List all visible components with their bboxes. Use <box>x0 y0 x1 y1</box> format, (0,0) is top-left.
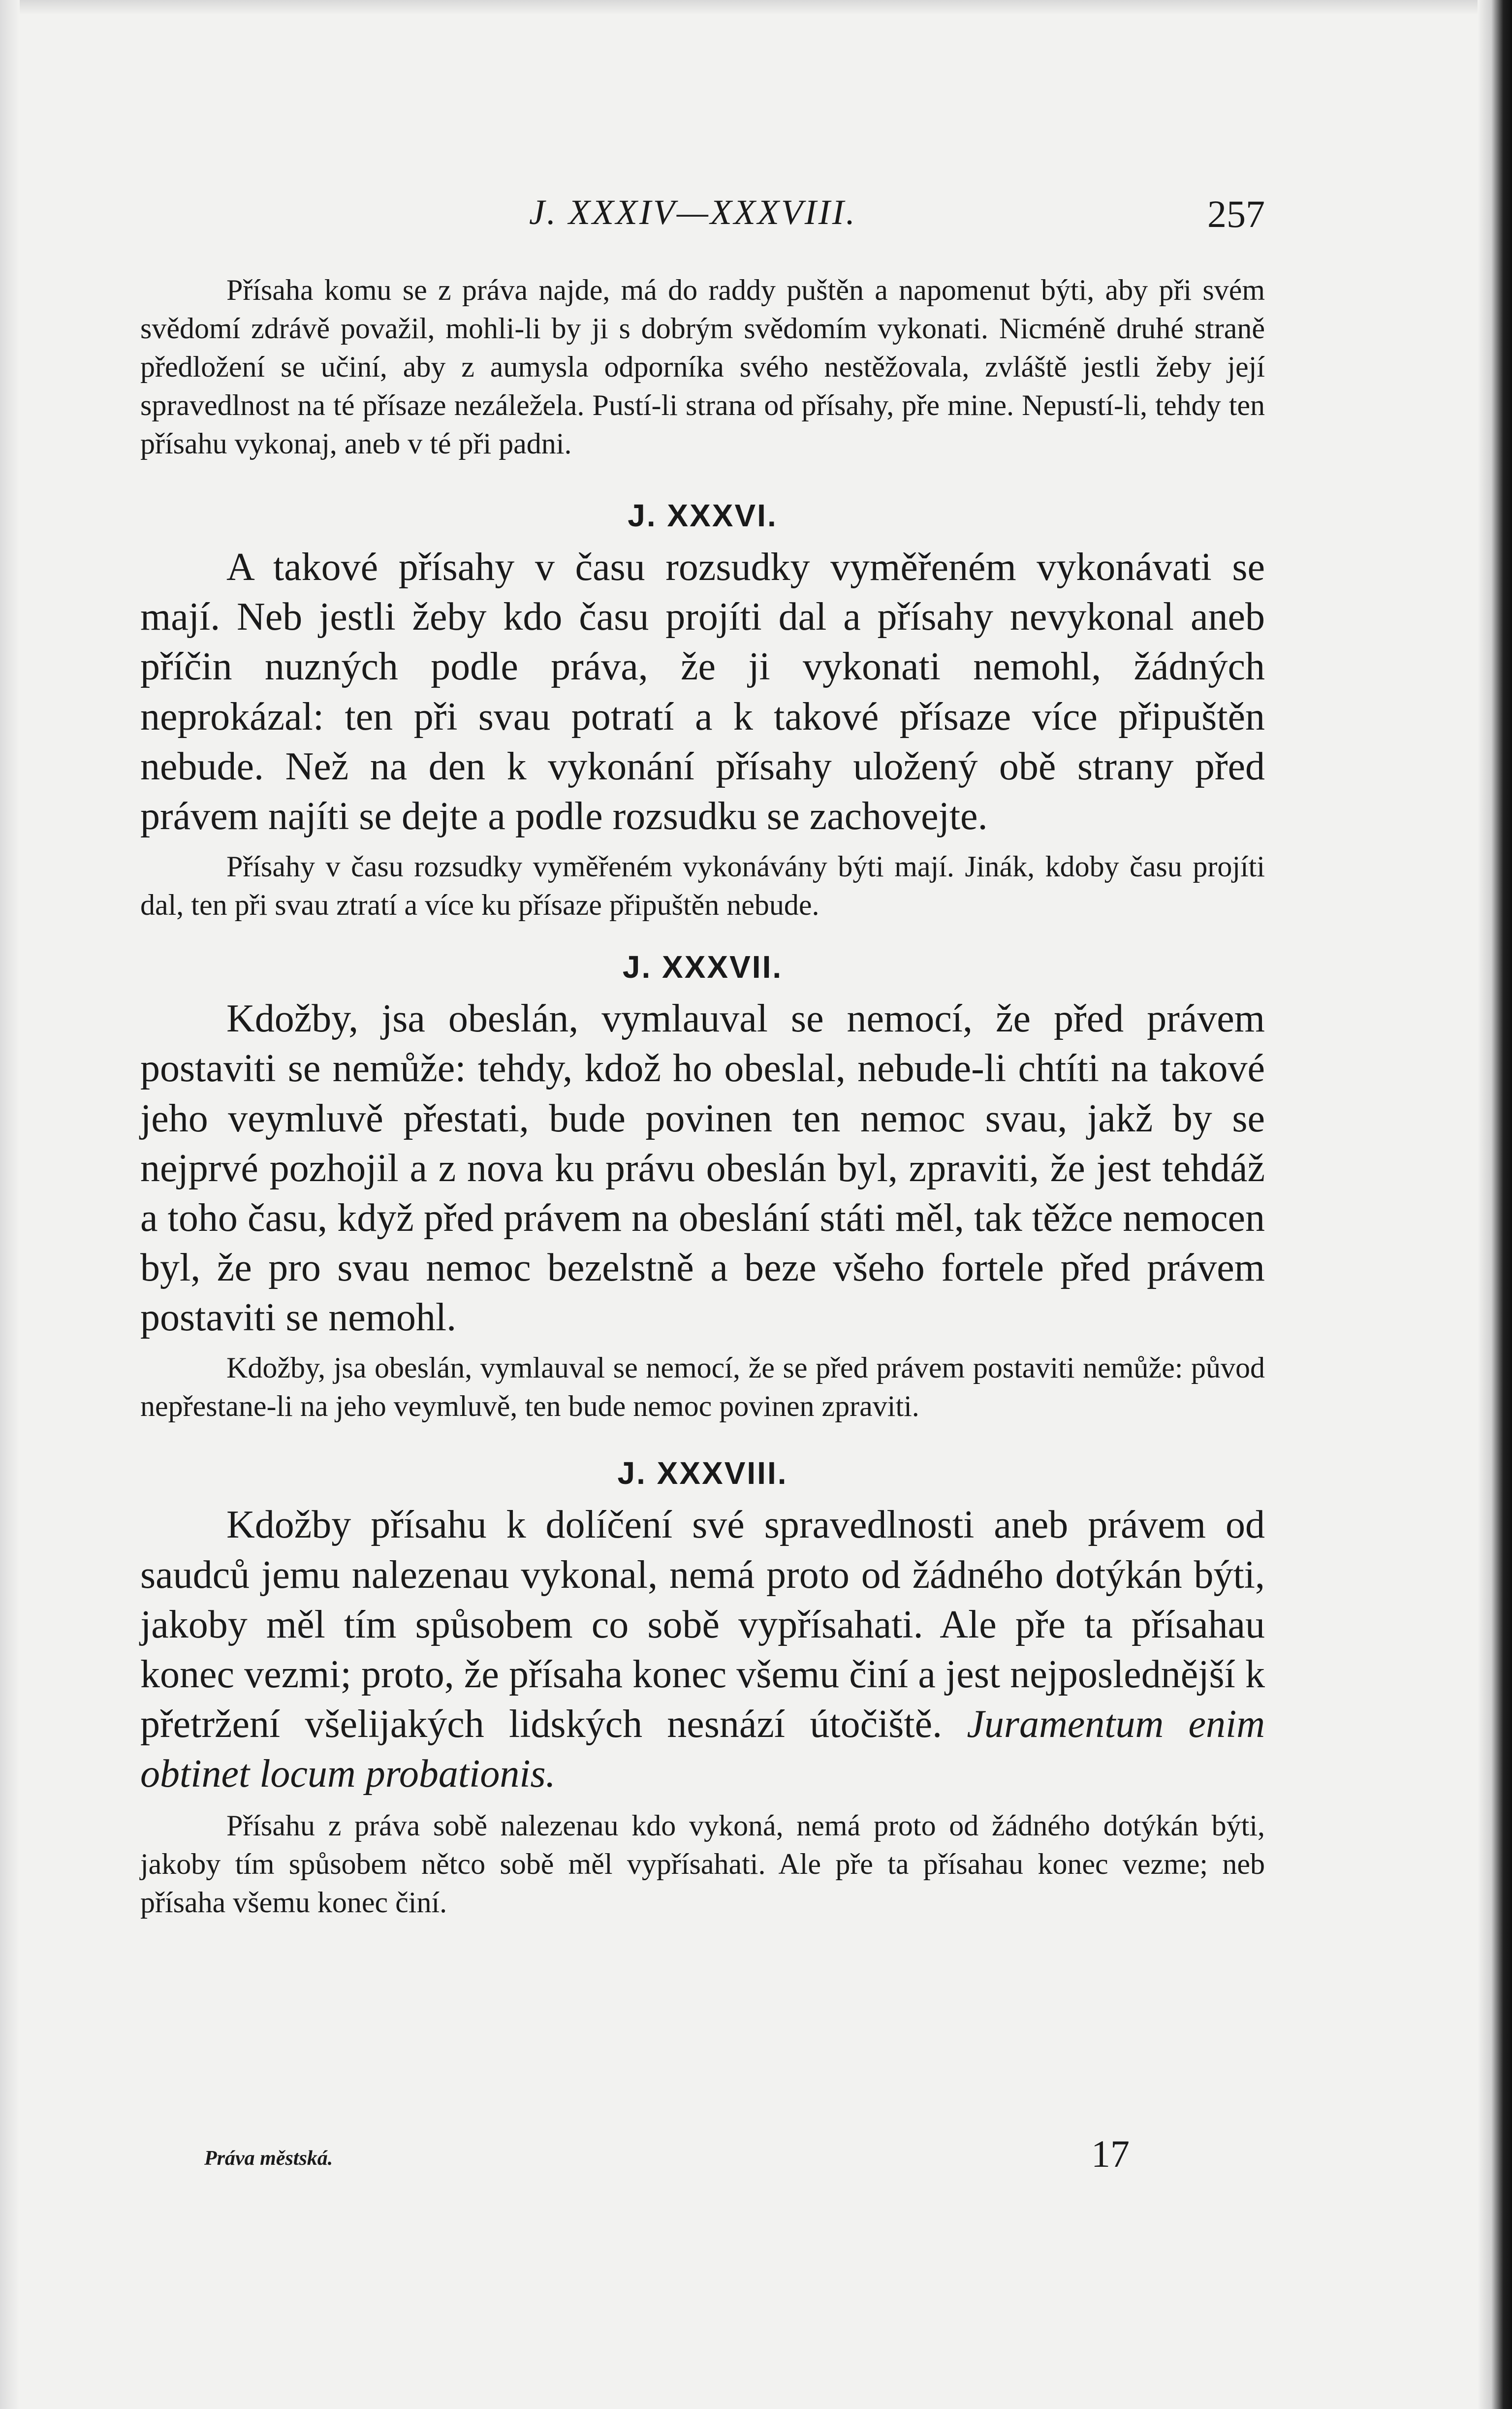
section-38-text <box>140 1500 1265 1799</box>
section-38-latin-maxim: Juramentum enim obtinet locum probationis. <box>140 1702 1265 1796</box>
page-number: 257 <box>1207 193 1265 235</box>
page-footer <box>204 2132 1130 2186</box>
scan-left-shade <box>0 0 20 2409</box>
section-38-commentary: Přísahu z práva sobě nalezenau kdo vykoná, nemá proto od žádného dotýkán býti, jakoby tím spůsobem nětco sobě měl vypřísahati. Ale pře ta přísahau konec vezme; neb přísaha všemu konec činí. <box>140 1809 1265 1919</box>
signature-mark: Práva městská. <box>204 2147 333 2170</box>
page-content <box>140 192 1265 1922</box>
section-38-body: Kdožby přísahu k dolíčení své spravedlnosti aneb právem od saudců jemu nalezenau vykonal, nemá proto od žádného dotýkán býti, jakoby měl tím spůsobem co sobě vypřísahati. Ale pře ta přísahau konec vezmi; proto, že přísaha konec všemu činí a jest nejposlednější k přetržení všelijakých lidských nesnází útočiště. <box>140 1503 1265 1746</box>
section-36-commentary: Přísahy v času rozsudky vyměřeném vykonávány býti mají. Jinák, kdoby času projíti dal, ten při svau ztratí a více ku přísaze připuštěn nebude. <box>140 850 1265 922</box>
scan-binding-edge <box>1478 0 1512 2409</box>
intro-commentary: Přísaha komu se z práva najde, má do raddy puštěn a napomenut býti, aby při svém svědomí zdrávě považil, mohli-li by ji s dobrým svědomím vykonati. Nicméně druhé straně předložení se učiní, aby z aumysla odporníka svého nestěžovala, zvláště jestli žeby její spravedlnost na té přísaze nezáležela. Pustí-li strana od přísahy, pře mine. Nepustí-li, tehdy ten přísahu vykonaj, aneb v té při padni. <box>140 274 1265 460</box>
section-38-heading: J. XXXVIII. <box>617 1455 788 1491</box>
section-36-text: A takové přísahy v času rozsudky vyměřeném vykonávati se mají. Neb jestli žeby kdo času projíti dal a přísahy nevykonal aneb příčin nuzných podle práva, že ji vykonati nemohl, žádných neprokázal: ten při svau potratí a k takové přísaze více připuštěn nebude. Než na den k vykonání přísahy uložený obě strany před právem najíti se dejte a podle rozsudku se zachovejte. <box>140 546 1265 838</box>
sheet-number: 17 <box>1091 2132 1130 2175</box>
scan-top-shade <box>0 0 1512 15</box>
running-header <box>140 192 1265 246</box>
section-36-heading: J. XXXVI. <box>628 498 778 533</box>
section-37-heading: J. XXXVII. <box>622 949 783 985</box>
section-37-text: Kdožby, jsa obeslán, vymlauval se nemocí, že před právem postaviti se nemůže: tehdy, kdož ho obeslal, nebude-li chtíti na takové jeho veymluvě přestati, bude povinen ten nemoc svau, jakž by se nejprvé pozhojil a z nova ku právu obeslán byl, zpraviti, že jest tehdáž a toho času, když před právem na obeslání státi měl, tak těžce nemocen byl, že pro svau nemoc bezelstně a beze všeho fortele před právem postaviti se nemohl. <box>140 997 1265 1340</box>
running-title: J. XXXIV—XXXVIII. <box>529 193 857 232</box>
section-37-commentary: Kdožby, jsa obeslán, vymlauval se nemocí, že se před právem postaviti nemůže: původ nepřestane-li na jeho veymluvě, ten bude nemoc povinen zpraviti. <box>140 1351 1265 1423</box>
